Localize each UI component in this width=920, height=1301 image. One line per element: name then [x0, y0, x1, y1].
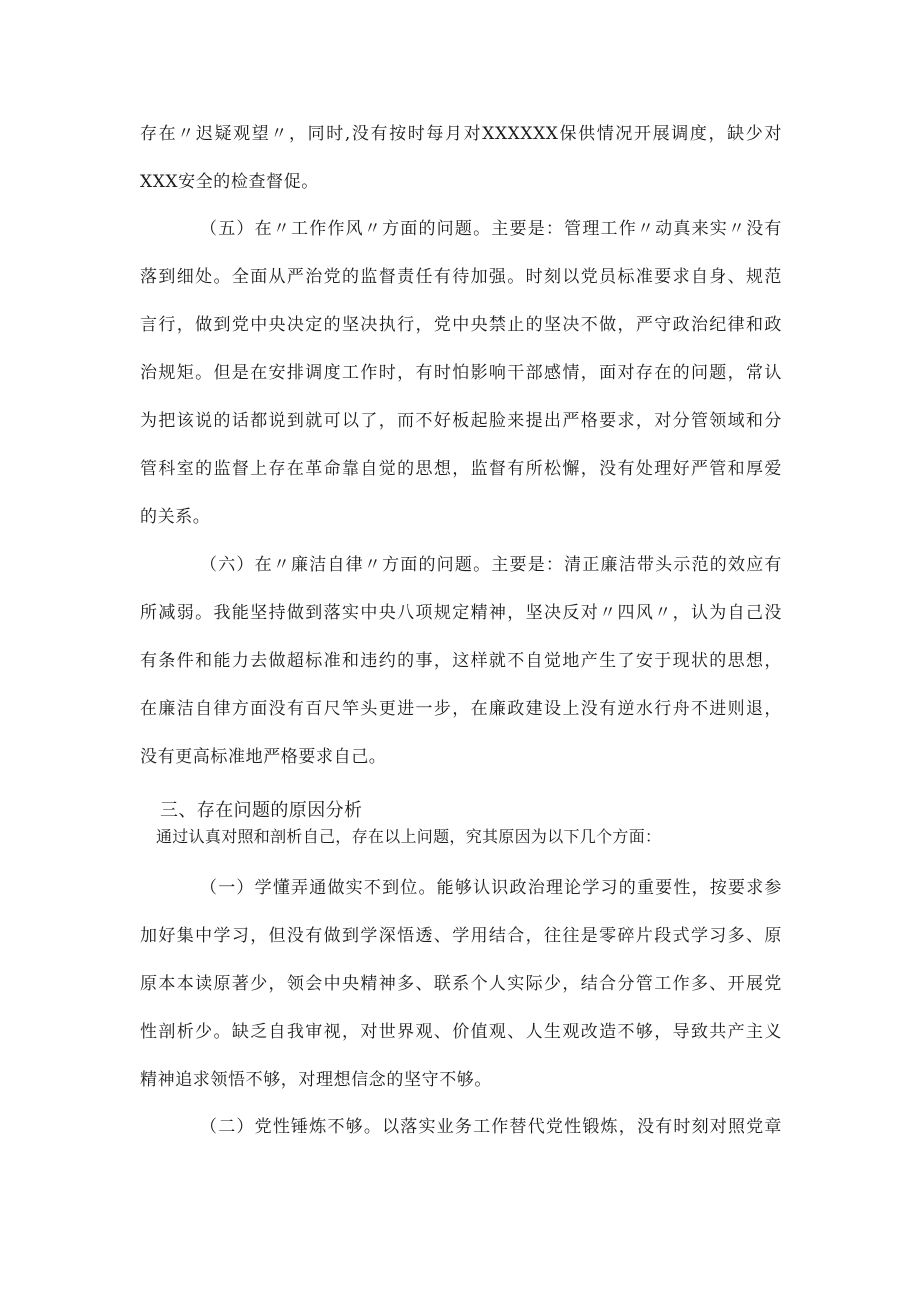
- paragraph-line: 在廉洁自律方面没有百尺竿头更进一步，在廉政建设上没有逆水行舟不进则退，: [140, 699, 782, 719]
- section-heading: 三、存在问题的原因分析: [160, 800, 363, 821]
- paragraph-line: 治规矩。但是在安排调度工作时，有时怕影响干部感情，面对存在的问题，常认: [140, 363, 782, 383]
- paragraph-line: 精神追求领悟不够，对理想信念的坚守不够。: [140, 1070, 492, 1090]
- paragraph-line: 所减弱。我能坚持做到落实中央八项规定精神，坚决反对〃四风〃，认为自己没: [140, 603, 782, 623]
- paragraph-line: 加好集中学习，但没有做到学深悟透、学用结合，往往是零碎片段式学习多、原: [140, 926, 782, 946]
- paragraph-line: （五）在〃工作作风〃方面的问题。主要是：管理工作〃动真来实〃没有: [200, 219, 782, 239]
- paragraph-line: XXX安全的检查督促。: [140, 172, 319, 192]
- paragraph-line: 没有更高标准地严格要求自己。: [140, 747, 387, 767]
- paragraph-line: 性剖析少。缺乏自我审视，对世界观、价值观、人生观改造不够，导致共产主义: [140, 1022, 782, 1042]
- section-intro: 通过认真对照和剖析自己，存在以上问题，究其原因为以下几个方面：: [156, 827, 662, 846]
- paragraph-line: 管科室的监督上存在革命靠自觉的思想，监督有所松懈，没有处理好严管和厚爱: [140, 459, 782, 479]
- paragraph-line: 原本本读原著少，领会中央精神多、联系个人实际少，结合分管工作多、开展党: [140, 974, 782, 994]
- paragraph-line: 为把该说的话都说到就可以了，而不好板起脸来提出严格要求，对分管领域和分: [140, 411, 782, 431]
- paragraph-line: 有条件和能力去做超标准和违约的事，这样就不自觉地产生了安于现状的思想，: [140, 651, 782, 671]
- paragraph-line: 存在〃迟疑观望〃，同时,没有按时每月对XXXXXX保供情况开展调度，缺少对: [140, 124, 782, 144]
- paragraph-line: （六）在〃廉洁自律〃方面的问题。主要是：清正廉洁带头示范的效应有: [200, 555, 782, 575]
- paragraph-line: （二）党性锤炼不够。以落实业务工作替代党性锻炼，没有时刻对照党章: [200, 1117, 782, 1137]
- paragraph-line: 落到细处。全面从严治党的监督责任有待加强。时刻以党员标准要求自身、规范: [140, 267, 782, 287]
- paragraph-line: 的关系。: [140, 507, 211, 527]
- paragraph-line: 言行，做到党中央决定的坚决执行，党中央禁止的坚决不做，严守政治纪律和政: [140, 315, 782, 335]
- paragraph-line: （一）学懂弄通做实不到位。能够认识政治理论学习的重要性，按要求参: [200, 878, 782, 898]
